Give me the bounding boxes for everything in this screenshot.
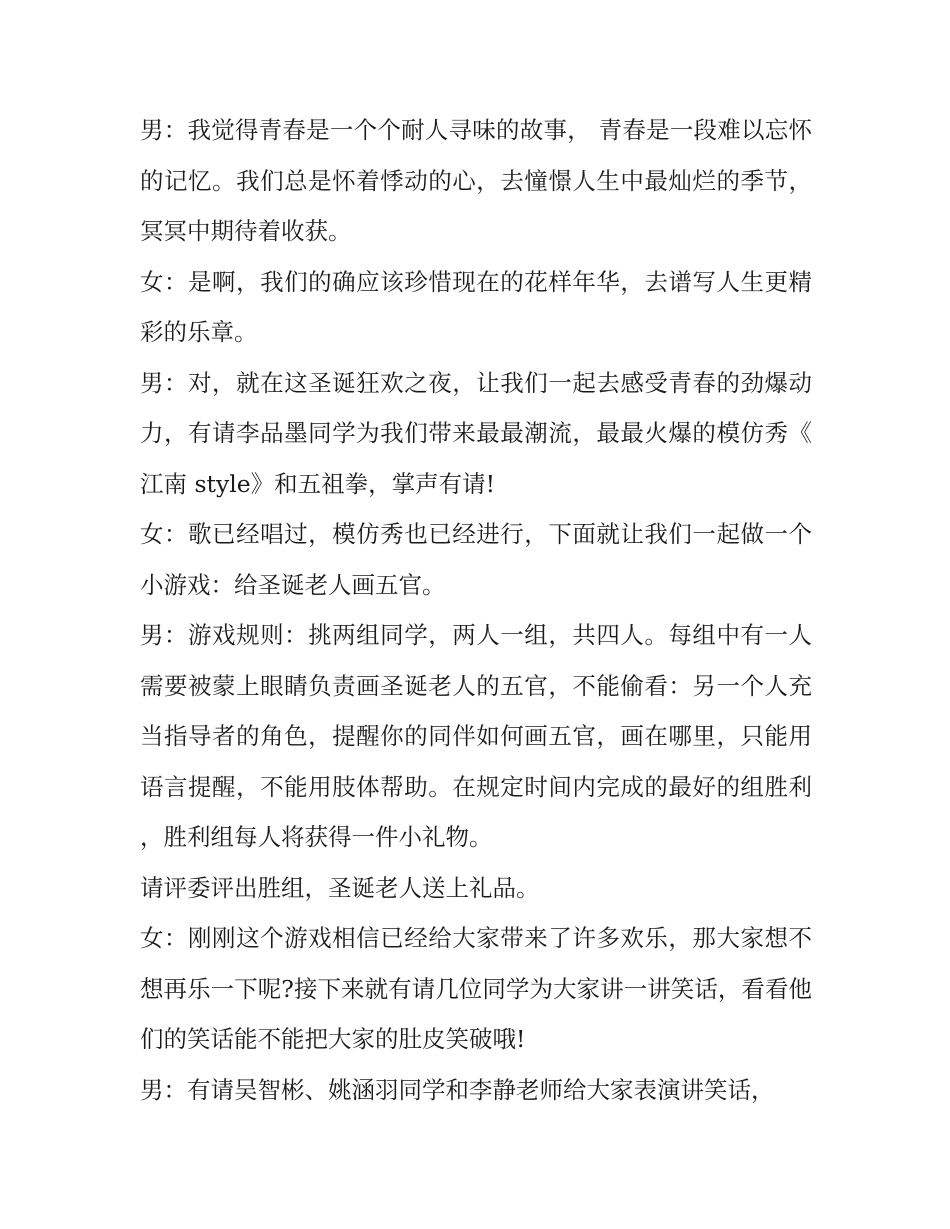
paragraph-8: 男：有请吴智彬、姚涵羽同学和李静老师给大家表演讲笑话， [140, 1075, 775, 1104]
paragraph-4: 女：歌已经唱过，模仿秀也已经进行，下面就让我们一起做一个小游戏：给圣诞老人画五官。 [140, 520, 812, 599]
paragraph-1: 男：我觉得青春是一个个耐人寻味的故事， 青春是一段难以忘怀的记忆。我们总是怀着悸动的心，去憧憬人生中最灿烂的季节，冥冥中期待着收获。 [140, 116, 812, 245]
paragraph-7: 女：刚刚这个游戏相信已经给大家带来了许多欢乐，那大家想不想再乐一下呢?接下来就有请几位同学为大家讲一讲笑话，看看他们的笑话能不能把大家的肚皮笑破哦! [140, 924, 812, 1053]
paragraph-3: 男：对，就在这圣诞狂欢之夜，让我们一起去感受青春的劲爆动力，有请李品墨同学为我们带来最最潮流，最最火爆的模仿秀《江南 style》和五祖拳，掌声有请! [140, 368, 812, 498]
document-body [140, 105, 812, 1115]
paragraph-2: 女：是啊，我们的确应该珍惜现在的花样年华，去谱写人生更精彩的乐章。 [140, 267, 812, 346]
paragraph-6: 请评委评出胜组，圣诞老人送上礼品。 [140, 873, 540, 902]
paragraph-5: 男：游戏规则：挑两组同学，两人一组，共四人。每组中有一人需要被蒙上眼睛负责画圣诞老人的五官，不能偷看：另一个人充当指导者的角色，提醒你的同伴如何画五官，画在哪里，只能用语言提醒，不能用肢体帮助。在规定时间内完成的最好的组胜利，胜利组每人将获得一件小礼物。 [140, 621, 812, 851]
